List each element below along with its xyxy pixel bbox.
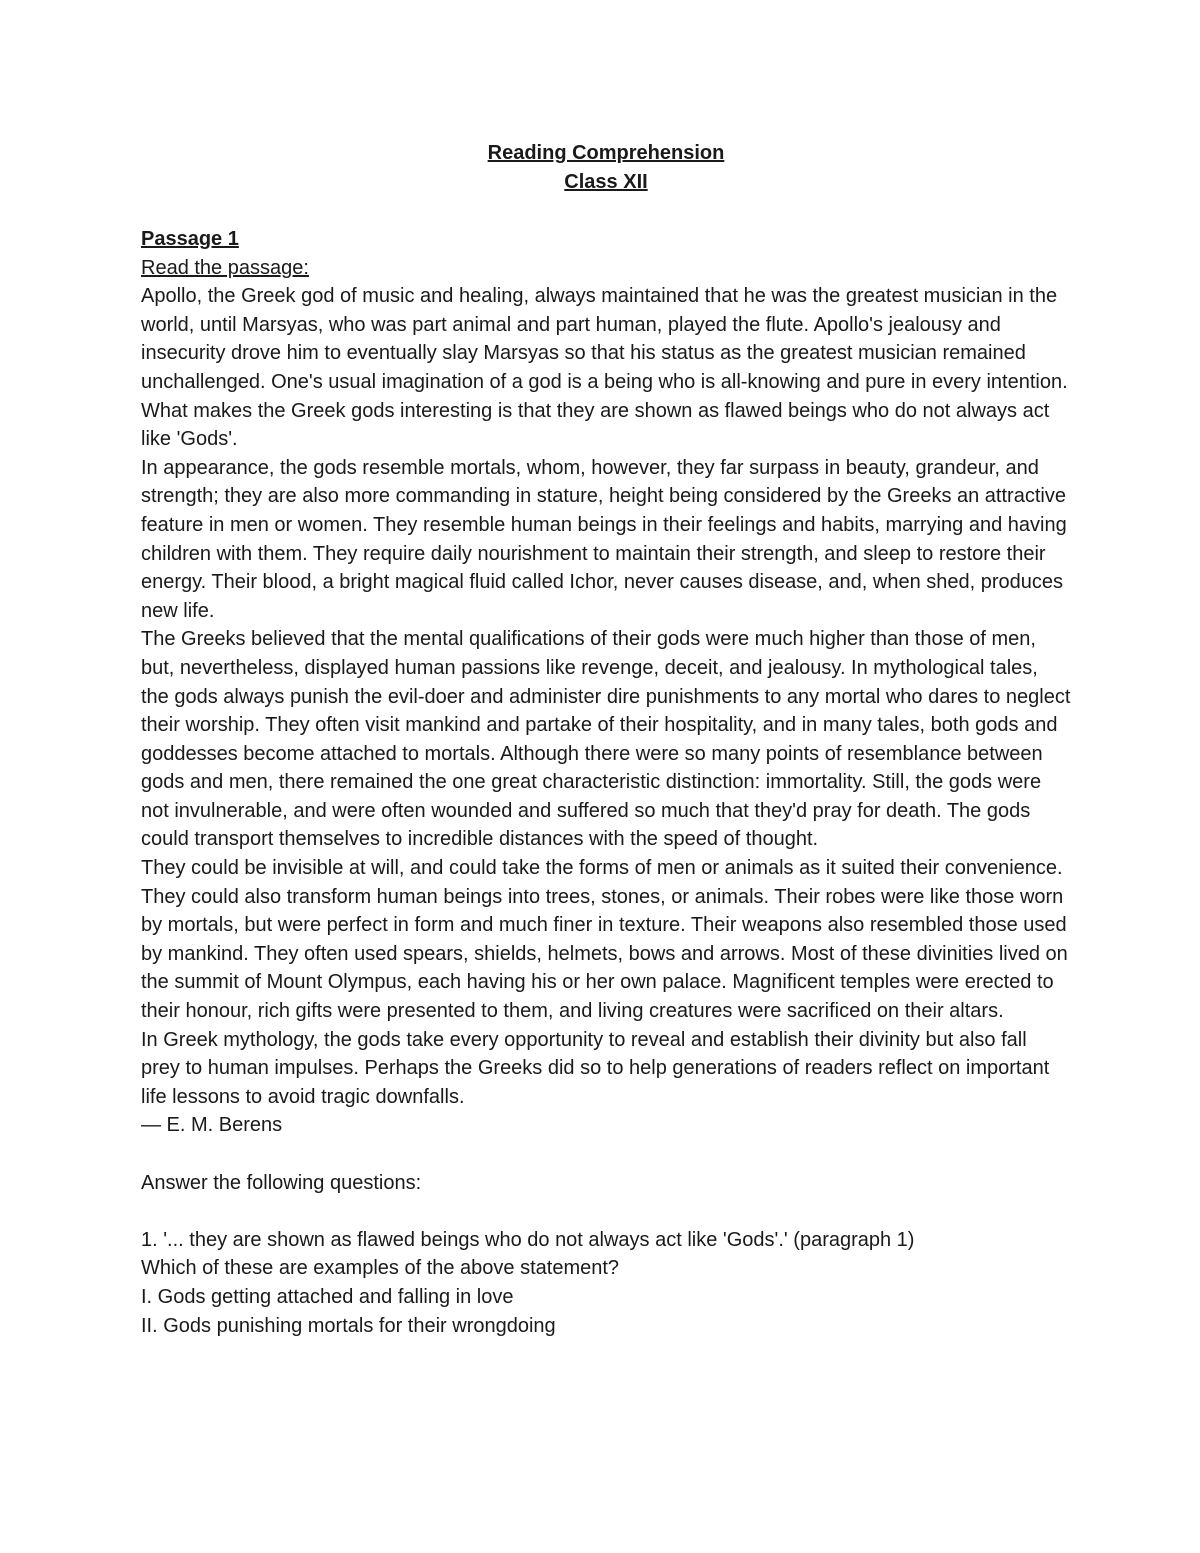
spacer xyxy=(141,1197,1071,1226)
passage-instruction: Read the passage: xyxy=(141,256,309,279)
passage-paragraph-5: In Greek mythology, the gods take every opportunity to reveal and establish their divinity but also fall prey to human impulses. Perhaps the Greeks did so to help generations of readers reflect on important life lessons to avoid tragic downfalls. xyxy=(141,1028,1050,1108)
question-1-subprompt: Which of these are examples of the above statement? xyxy=(141,1257,620,1280)
question-1-option-1: I. Gods getting attached and falling in love xyxy=(141,1285,514,1308)
question-1-option-2: II. Gods punishing mortals for their wrongdoing xyxy=(141,1314,556,1337)
document-content xyxy=(141,139,1071,1340)
question-1-prompt: 1. '... they are shown as flawed beings who do not always act like 'Gods'.' (paragraph 1) xyxy=(141,1228,915,1251)
spacer xyxy=(141,1140,1071,1169)
class-label: Class XII xyxy=(564,171,648,193)
passage-paragraph-4: They could be invisible at will, and could take the forms of men or animals as it suited their convenience. They could also transform human beings into trees, stones, or animals. Their robes were like those worn by mortals, but were perfect in form and much finer in texture. Their weapons also resembled those used by mankind. They often used spears, shields, helmets, bows and arrows. Most of these divinities lived on the summit of Mount Olympus, each having his or her own palace. Magnificent temples were erected to their honour, rich gifts were presented to them, and living creatures were sacrificed on their altars. xyxy=(141,857,1068,1023)
document-title: Reading Comprehension xyxy=(487,142,725,164)
passage-paragraph-1: Apollo, the Greek god of music and healing, always maintained that he was the greatest musician in the world, until Marsyas, who was part animal and part human, played the flute. Apollo's jealousy and insecurity drove him to eventually slay Marsyas so that his status as the greatest musician remained unchallenged. One's usual imagination of a god is a being who is all-knowing and pure in every intention. What makes the Greek gods interesting is that they are shown as flawed beings who do not always act like 'Gods'. xyxy=(141,285,1068,451)
passage-paragraph-3: The Greeks believed that the mental qualifications of their gods were much higher than those of men, but, nevertheless, displayed human passions like revenge, deceit, and jealousy. In mythological tales, the gods always punish the evil-doer and administer dire punishments to any mortal who dares to neglect their worship. They often visit mankind and partake of their hospitality, and in many tales, both gods and goddesses become attached to mortals. Although there were so many points of resemblance between gods and men, there remained the one great characteristic distinction: immortality. Still, the gods were not invulnerable, and were often wounded and suffered so much that they'd pray for death. The gods could transport themselves to incredible distances with the speed of thought. xyxy=(141,628,1071,851)
questions-instruction: Answer the following questions: xyxy=(141,1171,422,1194)
passage-paragraph-2: In appearance, the gods resemble mortals, whom, however, they far surpass in beauty, grandeur, and strength; they are also more commanding in stature, height being considered by the Greeks an attractive feature in men or women. They resemble human beings in their feelings and habits, marrying and having children with them. They require daily nourishment to maintain their strength, and sleep to restore their energy. Their blood, a bright magical fluid called Ichor, never causes disease, and, when shed, produces new life. xyxy=(141,456,1067,622)
passage-heading: Passage 1 xyxy=(141,228,239,250)
passage-attribution: — E. M. Berens xyxy=(141,1114,283,1137)
